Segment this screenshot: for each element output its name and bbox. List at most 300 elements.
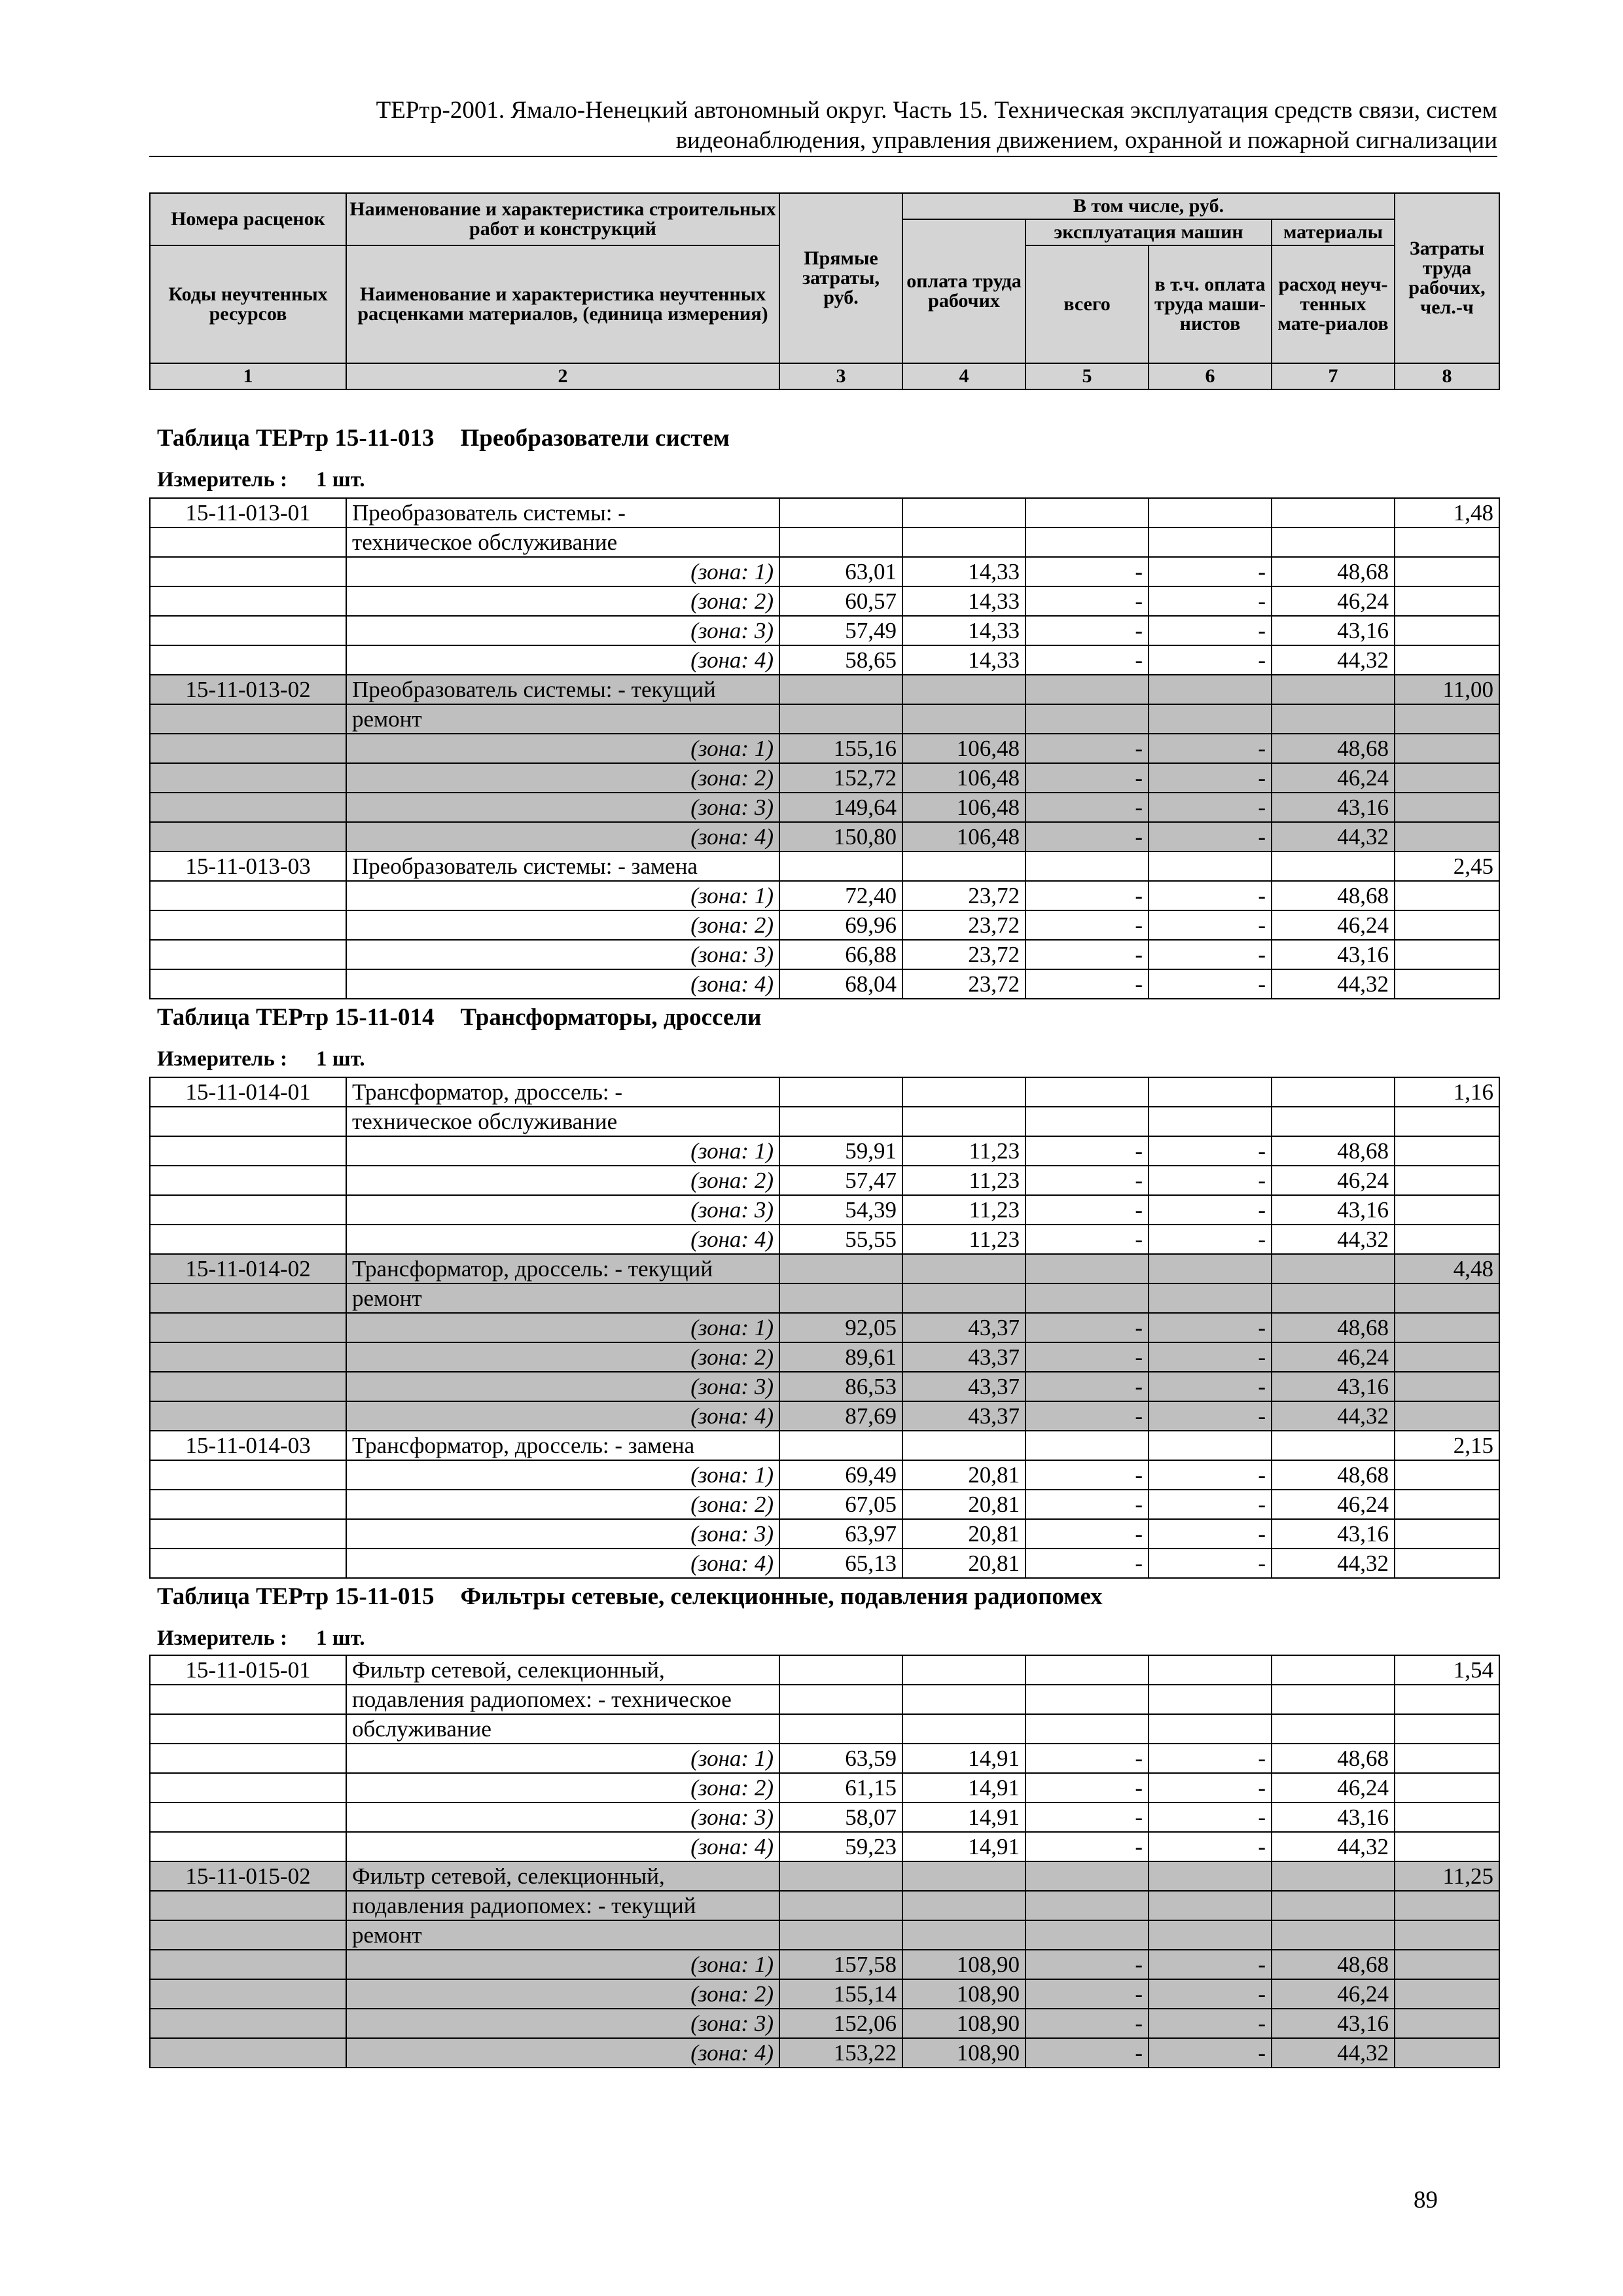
empty-cell (902, 1655, 1026, 1685)
materials-cost: 44,32 (1272, 1401, 1395, 1431)
machines-labor-pay: - (1149, 586, 1272, 616)
direct-cost: 57,47 (779, 1166, 902, 1195)
materials-cost: 43,16 (1272, 616, 1395, 645)
empty-cell (779, 1283, 902, 1313)
empty-cell (1395, 1950, 1499, 1979)
empty-cell (902, 852, 1026, 881)
zone-label: (зона: 2) (346, 910, 779, 940)
empty-cell (1395, 1225, 1499, 1254)
meter-value: 1 шт. (316, 1047, 365, 1071)
empty-cell (150, 1979, 346, 2009)
empty-cell (150, 734, 346, 763)
labor-cost (1395, 1891, 1499, 1920)
table-row (150, 1254, 1499, 1283)
machines-labor-pay: - (1149, 1549, 1272, 1578)
empty-cell (150, 940, 346, 969)
labor-pay: 14,33 (902, 645, 1026, 675)
empty-cell (150, 910, 346, 940)
direct-cost: 63,97 (779, 1519, 902, 1549)
empty-cell (1149, 1861, 1272, 1891)
materials-cost: 43,16 (1272, 1803, 1395, 1832)
empty-cell (1272, 704, 1395, 734)
col-materials-sub: расход неуч-тенных мате-риалов (1272, 245, 1395, 363)
table-name: Преобразователи систем (460, 425, 730, 452)
col-num-5: 5 (1026, 363, 1149, 389)
col-materials: материалы (1272, 219, 1395, 245)
table-row (150, 1519, 1499, 1549)
empty-cell (1395, 2009, 1499, 2038)
labor-pay: 20,81 (902, 1460, 1026, 1490)
rate-code: 15-11-013-03 (150, 852, 346, 881)
meter-line (157, 1046, 365, 1072)
rate-code (150, 1714, 346, 1744)
rate-group (150, 498, 1499, 675)
direct-cost: 86,53 (779, 1372, 902, 1401)
empty-cell (1149, 1685, 1272, 1714)
labor-pay: 43,37 (902, 1313, 1026, 1342)
empty-cell (1149, 1283, 1272, 1313)
labor-cost: 2,15 (1395, 1431, 1499, 1460)
zone-label: (зона: 4) (346, 822, 779, 852)
table-row (150, 822, 1499, 852)
table-row (150, 1655, 1499, 1685)
materials-cost: 43,16 (1272, 1195, 1395, 1225)
meter-line (157, 467, 365, 493)
meter-value: 1 шт. (316, 1626, 365, 1650)
table-code: Таблица ТЕРтр 15-11-015 (157, 1583, 435, 1610)
col-machines-total: всего (1026, 245, 1149, 363)
direct-cost: 152,72 (779, 763, 902, 793)
machines-labor-pay: - (1149, 1490, 1272, 1519)
section-title (157, 424, 730, 453)
empty-cell (1395, 822, 1499, 852)
empty-cell (1395, 763, 1499, 793)
empty-cell (779, 1685, 902, 1714)
rate-description: Фильтр сетевой, селекционный, (346, 1861, 779, 1891)
empty-cell (150, 1549, 346, 1578)
labor-pay: 14,91 (902, 1832, 1026, 1861)
empty-cell (150, 1832, 346, 1861)
empty-cell (150, 1460, 346, 1490)
table-row (150, 1401, 1499, 1431)
empty-cell (1272, 1891, 1395, 1920)
empty-cell (150, 1950, 346, 1979)
empty-cell (902, 1431, 1026, 1460)
table-row (150, 1744, 1499, 1773)
table-row (150, 2009, 1499, 2038)
empty-cell (779, 1254, 902, 1283)
col-incl: В том числе, руб. (902, 193, 1395, 219)
machines-total: - (1026, 1401, 1149, 1431)
machines-labor-pay: - (1149, 1313, 1272, 1342)
empty-cell (1395, 1401, 1499, 1431)
labor-pay: 108,90 (902, 2009, 1026, 2038)
direct-cost: 155,16 (779, 734, 902, 763)
materials-cost: 46,24 (1272, 586, 1395, 616)
direct-cost: 59,23 (779, 1832, 902, 1861)
zone-label: (зона: 1) (346, 557, 779, 586)
empty-cell (150, 586, 346, 616)
empty-cell (779, 852, 902, 881)
rate-description: ремонт (346, 1283, 779, 1313)
labor-pay: 108,90 (902, 1950, 1026, 1979)
labor-pay: 108,90 (902, 2038, 1026, 2068)
zone-label: (зона: 3) (346, 1803, 779, 1832)
machines-total: - (1026, 1342, 1149, 1372)
direct-cost: 149,64 (779, 793, 902, 822)
labor-cost (1395, 704, 1499, 734)
header-line-2: видеонаблюдения, управления движением, охранной и пожарной сигнализации (675, 127, 1497, 154)
rate-description: ремонт (346, 704, 779, 734)
empty-cell (150, 557, 346, 586)
direct-cost: 69,49 (779, 1460, 902, 1490)
direct-cost: 155,14 (779, 1979, 902, 2009)
labor-pay: 20,81 (902, 1490, 1026, 1519)
materials-cost: 44,32 (1272, 1832, 1395, 1861)
zone-label: (зона: 3) (346, 1519, 779, 1549)
empty-cell (1272, 1920, 1395, 1950)
table-row (150, 1166, 1499, 1195)
empty-cell (1026, 675, 1149, 704)
column-header-table (149, 192, 1500, 390)
empty-cell (1026, 1107, 1149, 1136)
zone-label: (зона: 4) (346, 1549, 779, 1578)
labor-pay: 14,91 (902, 1803, 1026, 1832)
machines-total: - (1026, 1549, 1149, 1578)
machines-total: - (1026, 2009, 1149, 2038)
empty-cell (779, 1107, 902, 1136)
empty-cell (150, 1744, 346, 1773)
table-row (150, 1490, 1499, 1519)
direct-cost: 66,88 (779, 940, 902, 969)
rate-description: Фильтр сетевой, селекционный, (346, 1655, 779, 1685)
materials-cost: 48,68 (1272, 881, 1395, 910)
machines-labor-pay: - (1149, 557, 1272, 586)
empty-cell (902, 1107, 1026, 1136)
rate-code (150, 1685, 346, 1714)
rate-group (150, 1655, 1499, 1861)
direct-cost: 157,58 (779, 1950, 902, 1979)
rate-code (150, 1283, 346, 1313)
machines-labor-pay: - (1149, 1950, 1272, 1979)
machines-total: - (1026, 616, 1149, 645)
materials-cost: 48,68 (1272, 734, 1395, 763)
machines-total: - (1026, 1460, 1149, 1490)
machines-total: - (1026, 1773, 1149, 1803)
materials-cost: 43,16 (1272, 1519, 1395, 1549)
machines-total: - (1026, 1490, 1149, 1519)
machines-labor-pay: - (1149, 940, 1272, 969)
labor-cost: 2,45 (1395, 852, 1499, 881)
machines-total: - (1026, 1979, 1149, 2009)
rate-group (150, 852, 1499, 999)
table-row (150, 704, 1499, 734)
table-row (150, 1460, 1499, 1490)
direct-cost: 61,15 (779, 1773, 902, 1803)
rate-description: техническое обслуживание (346, 528, 779, 557)
empty-cell (150, 1136, 346, 1166)
empty-cell (1149, 675, 1272, 704)
empty-cell (1272, 1655, 1395, 1685)
section-title (157, 1003, 761, 1032)
materials-cost: 44,32 (1272, 1549, 1395, 1578)
labor-pay: 14,33 (902, 616, 1026, 645)
rate-group (150, 675, 1499, 852)
direct-cost: 57,49 (779, 616, 902, 645)
labor-cost (1395, 1283, 1499, 1313)
machines-total: - (1026, 1832, 1149, 1861)
table-row (150, 586, 1499, 616)
col-labor-pay: оплата труда рабочих (902, 219, 1026, 363)
rate-code: 15-11-015-02 (150, 1861, 346, 1891)
table-row (150, 1950, 1499, 1979)
direct-cost: 89,61 (779, 1342, 902, 1372)
zone-label: (зона: 4) (346, 969, 779, 999)
table-row (150, 1773, 1499, 1803)
empty-cell (1395, 1490, 1499, 1519)
table-row (150, 1195, 1499, 1225)
empty-cell (1026, 1431, 1149, 1460)
materials-cost: 46,24 (1272, 1490, 1395, 1519)
empty-cell (1395, 1460, 1499, 1490)
direct-cost: 58,65 (779, 645, 902, 675)
table-row (150, 793, 1499, 822)
table-row (150, 498, 1499, 528)
labor-pay: 11,23 (902, 1225, 1026, 1254)
labor-cost: 11,00 (1395, 675, 1499, 704)
col-num-3: 3 (779, 363, 902, 389)
empty-cell (902, 1077, 1026, 1107)
machines-labor-pay: - (1149, 1401, 1272, 1431)
rate-description: Трансформатор, дроссель: - (346, 1077, 779, 1107)
rate-code: 15-11-014-02 (150, 1254, 346, 1283)
direct-cost: 69,96 (779, 910, 902, 940)
machines-labor-pay: - (1149, 1979, 1272, 2009)
labor-cost: 1,16 (1395, 1077, 1499, 1107)
empty-cell (1026, 498, 1149, 528)
rate-group (150, 1431, 1499, 1578)
col-num-6: 6 (1149, 363, 1272, 389)
empty-cell (779, 704, 902, 734)
zone-label: (зона: 1) (346, 1460, 779, 1490)
materials-cost: 44,32 (1272, 645, 1395, 675)
table-row (150, 1313, 1499, 1342)
empty-cell (150, 1195, 346, 1225)
zone-label: (зона: 2) (346, 1166, 779, 1195)
materials-cost: 48,68 (1272, 1950, 1395, 1979)
machines-total: - (1026, 1744, 1149, 1773)
table-code: Таблица ТЕРтр 15-11-013 (157, 425, 435, 452)
empty-cell (150, 1166, 346, 1195)
rate-code: 15-11-015-01 (150, 1655, 346, 1685)
machines-labor-pay: - (1149, 793, 1272, 822)
machines-total: - (1026, 793, 1149, 822)
machines-total: - (1026, 1519, 1149, 1549)
empty-cell (150, 1519, 346, 1549)
direct-cost: 150,80 (779, 822, 902, 852)
machines-total: - (1026, 1313, 1149, 1342)
machines-labor-pay: - (1149, 763, 1272, 793)
labor-pay: 14,91 (902, 1773, 1026, 1803)
labor-pay: 106,48 (902, 734, 1026, 763)
labor-pay: 43,37 (902, 1342, 1026, 1372)
empty-cell (150, 1313, 346, 1342)
empty-cell (1395, 1372, 1499, 1401)
zone-label: (зона: 1) (346, 1136, 779, 1166)
header-line-1: ТЕРтр-2001. Ямало-Ненецкий автономный округ. Часть 15. Техническая эксплуатация средств связи, систем (376, 97, 1497, 124)
materials-cost: 44,32 (1272, 822, 1395, 852)
direct-cost: 63,01 (779, 557, 902, 586)
machines-total: - (1026, 557, 1149, 586)
empty-cell (902, 1685, 1026, 1714)
empty-cell (1395, 645, 1499, 675)
direct-cost: 58,07 (779, 1803, 902, 1832)
machines-labor-pay: - (1149, 1136, 1272, 1166)
col-num-7: 7 (1272, 363, 1395, 389)
table-row (150, 1861, 1499, 1891)
machines-total: - (1026, 2038, 1149, 2068)
table-row (150, 1372, 1499, 1401)
meter-label: Измеритель : (157, 1047, 288, 1071)
empty-cell (1149, 1891, 1272, 1920)
machines-labor-pay: - (1149, 910, 1272, 940)
rate-group (150, 1077, 1499, 1254)
empty-cell (779, 498, 902, 528)
zone-label: (зона: 4) (346, 1401, 779, 1431)
table-row (150, 969, 1499, 999)
labor-pay: 108,90 (902, 1979, 1026, 2009)
zone-label: (зона: 3) (346, 1195, 779, 1225)
zone-label: (зона: 1) (346, 1950, 779, 1979)
labor-cost (1395, 1685, 1499, 1714)
empty-cell (1395, 1342, 1499, 1372)
machines-total: - (1026, 586, 1149, 616)
materials-cost: 48,68 (1272, 1460, 1395, 1490)
col-codes-bottom: Коды неучтенных ресурсов (150, 245, 346, 363)
col-machines-labor: в т.ч. оплата труда маши-нистов (1149, 245, 1272, 363)
rate-code (150, 1107, 346, 1136)
rate-group (150, 1861, 1499, 2068)
machines-labor-pay: - (1149, 2009, 1272, 2038)
empty-cell (1149, 852, 1272, 881)
empty-cell (1149, 1714, 1272, 1744)
empty-cell (150, 616, 346, 645)
empty-cell (1026, 1655, 1149, 1685)
rate-code (150, 1920, 346, 1950)
machines-total: - (1026, 734, 1149, 763)
machines-labor-pay: - (1149, 1225, 1272, 1254)
empty-cell (150, 881, 346, 910)
empty-cell (902, 675, 1026, 704)
empty-cell (1272, 1254, 1395, 1283)
empty-cell (902, 704, 1026, 734)
machines-labor-pay: - (1149, 969, 1272, 999)
empty-cell (1272, 1685, 1395, 1714)
zone-label: (зона: 2) (346, 763, 779, 793)
empty-cell (1149, 1655, 1272, 1685)
labor-pay: 14,33 (902, 586, 1026, 616)
table-row (150, 1136, 1499, 1166)
empty-cell (150, 645, 346, 675)
labor-pay: 23,72 (902, 910, 1026, 940)
rate-description: обслуживание (346, 1714, 779, 1744)
direct-cost: 87,69 (779, 1401, 902, 1431)
table-row (150, 881, 1499, 910)
machines-total: - (1026, 940, 1149, 969)
labor-cost: 11,25 (1395, 1861, 1499, 1891)
machines-labor-pay: - (1149, 1460, 1272, 1490)
empty-cell (150, 1225, 346, 1254)
direct-cost: 68,04 (779, 969, 902, 999)
labor-pay: 11,23 (902, 1136, 1026, 1166)
zone-label: (зона: 2) (346, 586, 779, 616)
labor-pay: 11,23 (902, 1195, 1026, 1225)
machines-labor-pay: - (1149, 1519, 1272, 1549)
rate-code (150, 1891, 346, 1920)
direct-cost: 153,22 (779, 2038, 902, 2068)
empty-cell (1272, 675, 1395, 704)
direct-cost: 92,05 (779, 1313, 902, 1342)
rate-code: 15-11-014-01 (150, 1077, 346, 1107)
empty-cell (1026, 1920, 1149, 1950)
empty-cell (1395, 1744, 1499, 1773)
table-row (150, 763, 1499, 793)
machines-labor-pay: - (1149, 1803, 1272, 1832)
direct-cost: 60,57 (779, 586, 902, 616)
table-row (150, 734, 1499, 763)
empty-cell (779, 675, 902, 704)
empty-cell (1272, 1714, 1395, 1744)
materials-cost: 44,32 (1272, 2038, 1395, 2068)
empty-cell (1026, 852, 1149, 881)
rate-code: 15-11-013-02 (150, 675, 346, 704)
empty-cell (1026, 1077, 1149, 1107)
machines-total: - (1026, 645, 1149, 675)
table-row (150, 1979, 1499, 2009)
empty-cell (1149, 1431, 1272, 1460)
empty-cell (1395, 1549, 1499, 1578)
direct-cost: 54,39 (779, 1195, 902, 1225)
rates-table-15-11-013 (149, 497, 1500, 999)
section-title (157, 1583, 1103, 1611)
table-row (150, 1714, 1499, 1744)
empty-cell (150, 2009, 346, 2038)
empty-cell (902, 528, 1026, 557)
labor-cost (1395, 1107, 1499, 1136)
machines-labor-pay: - (1149, 1773, 1272, 1803)
zone-label: (зона: 1) (346, 1744, 779, 1773)
table-row (150, 1832, 1499, 1861)
labor-cost (1395, 1920, 1499, 1950)
empty-cell (1149, 1107, 1272, 1136)
empty-cell (1272, 1077, 1395, 1107)
machines-labor-pay: - (1149, 1195, 1272, 1225)
rate-code: 15-11-014-03 (150, 1431, 346, 1460)
zone-label: (зона: 2) (346, 1979, 779, 2009)
labor-pay: 20,81 (902, 1549, 1026, 1578)
machines-total: - (1026, 822, 1149, 852)
materials-cost: 46,24 (1272, 763, 1395, 793)
empty-cell (1026, 1714, 1149, 1744)
meter-line (157, 1625, 365, 1651)
zone-label: (зона: 1) (346, 734, 779, 763)
materials-cost: 43,16 (1272, 940, 1395, 969)
empty-cell (902, 1861, 1026, 1891)
rate-description: Трансформатор, дроссель: - текущий (346, 1254, 779, 1283)
table-row (150, 1077, 1499, 1107)
meter-value: 1 шт. (316, 468, 365, 492)
zone-label: (зона: 4) (346, 1832, 779, 1861)
